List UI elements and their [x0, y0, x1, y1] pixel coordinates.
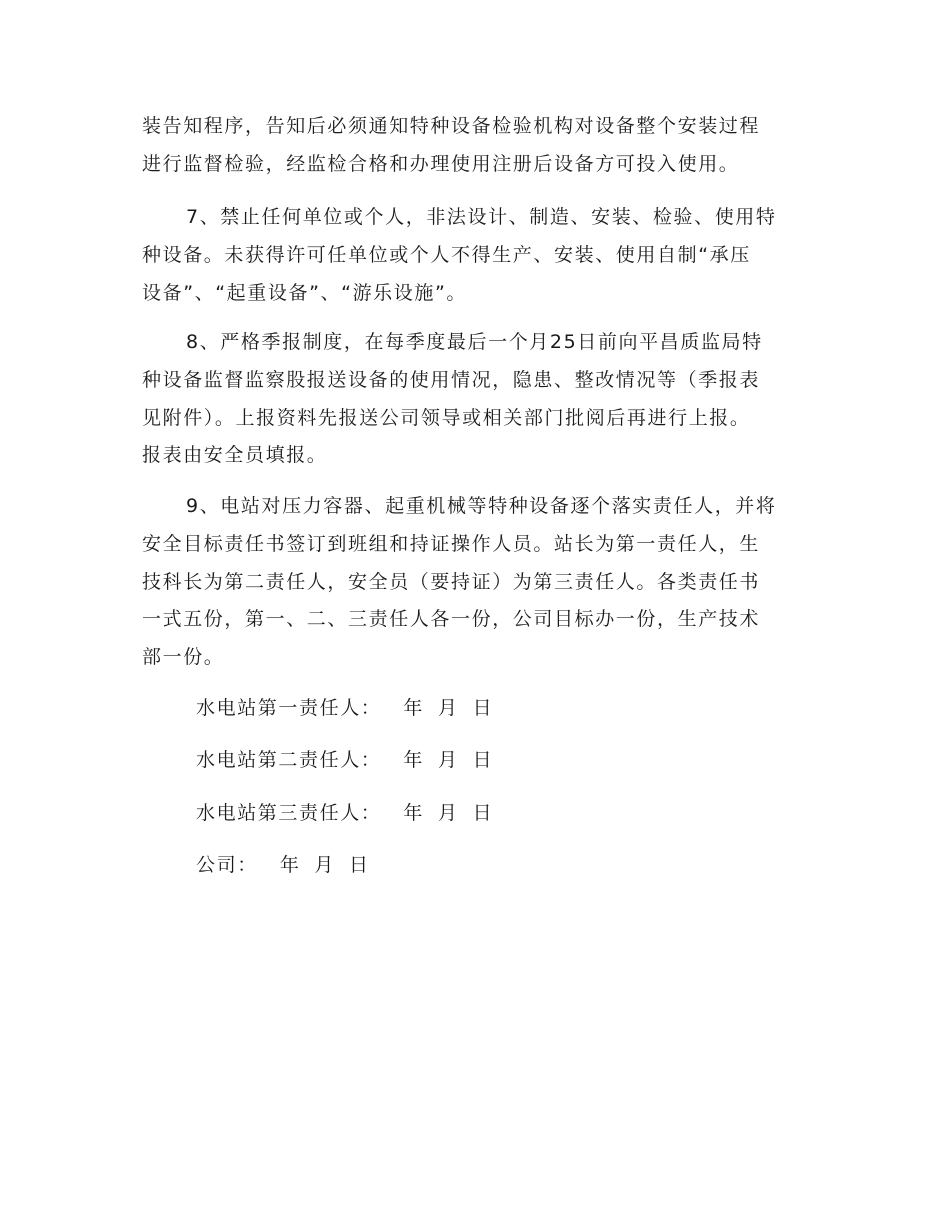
- paragraph-9-line-4: 一式五份，第一、二、三责任人各一份，公司目标办一份，生产技术: [142, 608, 761, 630]
- signature-month: 月: [314, 854, 336, 876]
- signature-label: 水电站第三责任人：: [196, 802, 382, 824]
- signature-label: 水电站第二责任人：: [196, 749, 382, 771]
- signature-line-second: [196, 748, 493, 772]
- paragraph-8-line-3: 见附件）。上报资料先报送公司领导或相关部门批阅后再进行上报。: [142, 407, 751, 429]
- signature-month: 月: [438, 802, 459, 824]
- signature-year: 年: [279, 854, 301, 876]
- signature-year: 年: [403, 697, 425, 719]
- paragraph-9-line-3: 技科长为第二责任人，安全员（要持证）为第三责任人。各类责任书: [142, 571, 761, 593]
- signature-line-first: [196, 696, 493, 720]
- paragraph-8-line-1: 8、严格季报制度，在每季度最后一个月25日前向平昌质监局特: [186, 331, 763, 353]
- paragraph-6-line-2: 进行监督检验，经监检合格和办理使用注册后设备方可投入使用。: [142, 153, 740, 175]
- signature-label: 水电站第一责任人：: [196, 697, 382, 719]
- paragraph-9-line-5: 部一份。: [142, 646, 225, 668]
- paragraph-7-line-1: 7、禁止任何单位或个人，非法设计、制造、安装、检验、使用特: [186, 206, 777, 228]
- signature-line-company: [196, 853, 370, 877]
- signature-line-third: [196, 801, 493, 825]
- signature-day: 日: [349, 854, 370, 876]
- paragraph-8-line-4: 报表由安全员填报。: [142, 444, 328, 466]
- signature-label: 公司：: [196, 854, 258, 876]
- signature-day: 日: [472, 697, 494, 719]
- signature-year: 年: [403, 749, 425, 771]
- signature-day: 日: [472, 802, 494, 824]
- signature-year: 年: [403, 802, 425, 824]
- paragraph-6-line-1: 装告知程序，告知后必须通知特种设备检验机构对设备整个安装过程: [142, 115, 761, 137]
- paragraph-7-line-3: 设备”、“起重设备”、“游乐设施”。: [142, 282, 468, 304]
- signature-day: 日: [472, 749, 494, 771]
- signature-month: 月: [438, 697, 459, 719]
- paragraph-9-line-1: 9、电站对压力容器、起重机械等特种设备逐个落实责任人，并将: [186, 495, 777, 517]
- paragraph-8-line-2: 种设备监督监察股报送设备的使用情况，隐患、整改情况等（季报表: [142, 369, 761, 391]
- signature-month: 月: [438, 749, 459, 771]
- paragraph-7-line-2: 种设备。未获得许可任单位或个人不得生产、安装、使用自制“承压: [142, 244, 751, 266]
- paragraph-9-line-2: 安全目标责任书签订到班组和持证操作人员。站长为第一责任人，生: [142, 533, 761, 555]
